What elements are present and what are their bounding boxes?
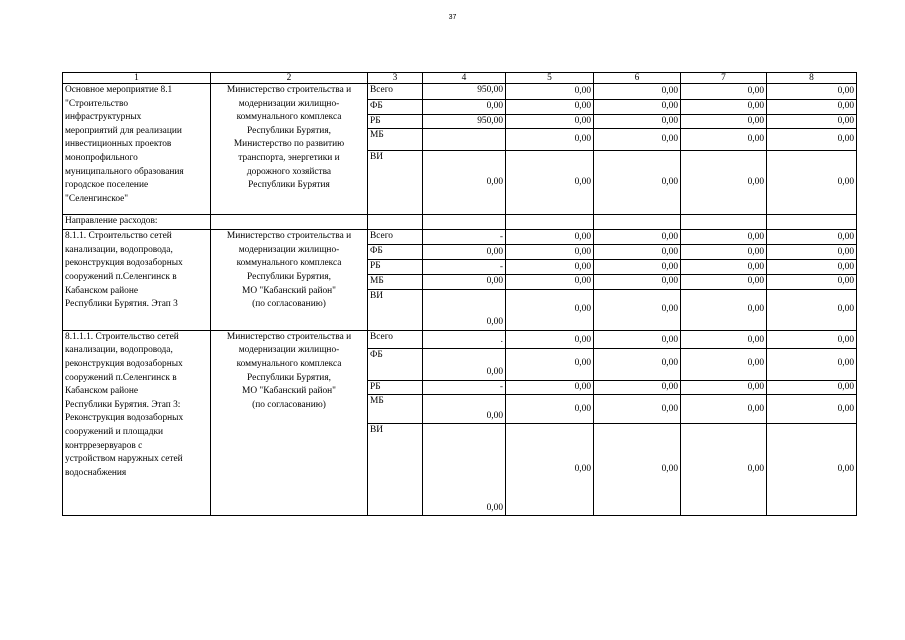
value-cell: 0,00	[681, 100, 767, 115]
empty-cell	[594, 215, 681, 230]
value-cell: 0,00	[681, 84, 767, 100]
value-cell: 0,00	[681, 129, 767, 151]
value-cell: 0,00	[681, 424, 767, 516]
value-cell: 0,00	[767, 114, 857, 129]
table-row	[63, 330, 857, 348]
value-cell: 0,00	[594, 129, 681, 151]
value-cell: 0,00	[594, 100, 681, 115]
value-cell: -	[423, 260, 506, 275]
value-cell: 0,00	[423, 424, 506, 516]
executor-cell: Министерство строительства и модернизации жилищно- коммунального комплекса Республики Бурятия, МО "Кабанский район" (по согласованию)	[211, 330, 368, 516]
funding-source: ВИ	[368, 289, 423, 330]
column-header: 1	[63, 73, 211, 84]
value-cell: 0,00	[681, 289, 767, 330]
value-cell: 0,00	[594, 275, 681, 290]
executor-cell: Министерство строительства и модернизации жилищно- коммунального комплекса Республики Бурятия, МО "Кабанский район" (по согласованию)	[211, 230, 368, 331]
value-cell: 0,00	[767, 275, 857, 290]
value-cell: 0,00	[767, 424, 857, 516]
funding-source: ВИ	[368, 424, 423, 516]
value-cell: 0,00	[767, 100, 857, 115]
executor-cell: Министерство строительства и модернизации жилищно- коммунального комплекса Республики Бурятия, Министерство по развитию транспорта, энергетики и дорожного хозяйства Республики Бурятия	[211, 84, 368, 215]
value-cell: 0,00	[423, 100, 506, 115]
value-cell: 0,00	[594, 151, 681, 215]
value-cell: 0,00	[506, 260, 594, 275]
value-cell: 0,00	[506, 330, 594, 348]
value-cell: 0,00	[681, 380, 767, 395]
value-cell: 0,00	[423, 348, 506, 380]
value-cell: 0,00	[767, 129, 857, 151]
value-cell: 0,00	[681, 260, 767, 275]
value-cell: 0,00	[767, 151, 857, 215]
value-cell: 0,00	[506, 424, 594, 516]
funding-source: РБ	[368, 380, 423, 395]
funding-source: РБ	[368, 114, 423, 129]
table-row	[63, 84, 857, 100]
value-cell: 0,00	[506, 230, 594, 245]
direction-row	[63, 215, 857, 230]
funding-source: ФБ	[368, 100, 423, 115]
value-cell: 0,00	[767, 84, 857, 100]
header-row	[63, 73, 857, 84]
value-cell: 0,00	[423, 245, 506, 260]
value-cell: 0,00	[506, 100, 594, 115]
column-header: 3	[368, 73, 423, 84]
value-cell: 950,00	[423, 114, 506, 129]
funding-source: Всего	[368, 330, 423, 348]
value-cell: 0,00	[681, 114, 767, 129]
value-cell: 0,00	[506, 151, 594, 215]
value-cell: 0,00	[594, 395, 681, 424]
value-cell: 0,00	[506, 275, 594, 290]
funding-source: ВИ	[368, 151, 423, 215]
value-cell: 0,00	[681, 275, 767, 290]
direction-label: Направление расходов:	[63, 215, 211, 230]
value-cell: 0,00	[423, 275, 506, 290]
value-cell: 0,00	[594, 260, 681, 275]
value-cell: 0,00	[594, 245, 681, 260]
value-cell: 0,00	[767, 260, 857, 275]
funding-source: МБ	[368, 395, 423, 424]
value-cell: 0,00	[594, 348, 681, 380]
value-cell: -	[423, 380, 506, 395]
value-cell: .	[423, 330, 506, 348]
value-cell: 0,00	[594, 424, 681, 516]
empty-cell	[423, 215, 506, 230]
funding-source: РБ	[368, 260, 423, 275]
value-cell: 0,00	[681, 348, 767, 380]
value-cell: 0,00	[767, 395, 857, 424]
value-cell: 0,00	[681, 245, 767, 260]
column-header: 7	[681, 73, 767, 84]
funding-source: Всего	[368, 230, 423, 245]
value-cell: 0,00	[506, 348, 594, 380]
value-cell: 0,00	[594, 114, 681, 129]
funding-source: МБ	[368, 275, 423, 290]
measure-title: 8.1.1.1. Строительство сетей канализации, водопровода, реконструкция водозаборных сооружений п.Селенгинск в Кабанском районе Республики Бурятия. Этап 3: Реконструкция водозаборных сооружений и площадки контррезервуаров с устройством наружных сетей водоснабжения	[63, 330, 211, 516]
empty-cell	[211, 215, 368, 230]
value-cell: 0,00	[681, 151, 767, 215]
value-cell: 950,00	[423, 84, 506, 100]
value-cell: 0,00	[767, 348, 857, 380]
value-cell: 0,00	[506, 84, 594, 100]
value-cell: 0,00	[506, 395, 594, 424]
funding-source: МБ	[368, 129, 423, 151]
empty-cell	[767, 215, 857, 230]
value-cell	[423, 129, 506, 151]
measure-title: Основное мероприятие 8.1 "Строительство инфраструктурных мероприятий для реализации инвестиционных проектов монопрофильного муниципального образования городское поселение "Селенгинское"	[63, 84, 211, 215]
value-cell: 0,00	[594, 84, 681, 100]
value-cell: 0,00	[681, 330, 767, 348]
value-cell: 0,00	[767, 289, 857, 330]
value-cell: 0,00	[767, 330, 857, 348]
value-cell: 0,00	[767, 380, 857, 395]
column-header: 8	[767, 73, 857, 84]
value-cell: 0,00	[506, 129, 594, 151]
value-cell: 0,00	[506, 380, 594, 395]
empty-cell	[368, 215, 423, 230]
budget-table	[62, 72, 857, 516]
column-header: 5	[506, 73, 594, 84]
funding-source: Всего	[368, 84, 423, 100]
value-cell: -	[423, 230, 506, 245]
value-cell: 0,00	[594, 230, 681, 245]
measure-title: 8.1.1. Строительство сетей канализации, водопровода, реконструкция водозаборных сооружений п.Селенгинск в Кабанском районе Республики Бурятия. Этап 3	[63, 230, 211, 331]
value-cell: 0,00	[594, 380, 681, 395]
value-cell: 0,00	[594, 330, 681, 348]
column-header: 6	[594, 73, 681, 84]
page-number: 37	[448, 14, 457, 21]
table-row	[63, 230, 857, 245]
empty-cell	[506, 215, 594, 230]
value-cell: 0,00	[594, 289, 681, 330]
value-cell: 0,00	[423, 395, 506, 424]
value-cell: 0,00	[506, 245, 594, 260]
empty-cell	[681, 215, 767, 230]
value-cell: 0,00	[506, 114, 594, 129]
value-cell: 0,00	[767, 230, 857, 245]
funding-source: ФБ	[368, 348, 423, 380]
value-cell: 0,00	[423, 289, 506, 330]
value-cell: 0,00	[681, 230, 767, 245]
column-header: 2	[211, 73, 368, 84]
value-cell: 0,00	[423, 151, 506, 215]
value-cell: 0,00	[506, 289, 594, 330]
value-cell: 0,00	[767, 245, 857, 260]
value-cell: 0,00	[681, 395, 767, 424]
column-header: 4	[423, 73, 506, 84]
funding-source: ФБ	[368, 245, 423, 260]
